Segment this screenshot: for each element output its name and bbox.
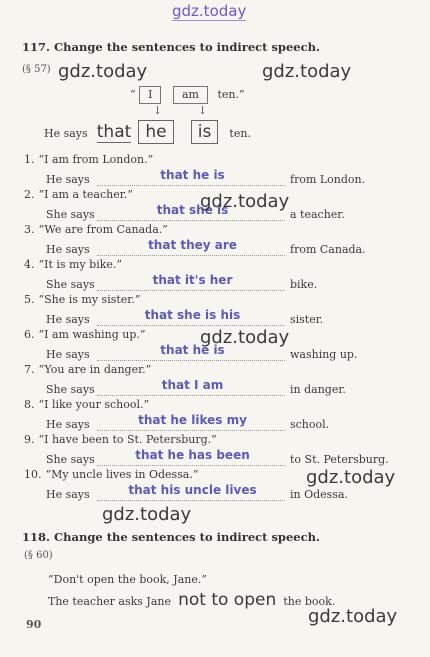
exercise-118-answer: not to open <box>178 590 277 610</box>
top-watermark: gdz.today <box>172 2 247 20</box>
item-quote <box>24 153 153 166</box>
exercise-118-title: 118. Change the sentences to indirect speech. <box>22 530 320 544</box>
watermark-2: gdz.today <box>262 61 352 82</box>
item-quote <box>24 223 168 236</box>
item-quote-text: “I am from London.” <box>38 153 154 166</box>
page-number: 90 <box>26 618 42 631</box>
item-number: 9. <box>24 433 35 446</box>
example-word-i: I <box>139 86 161 104</box>
item-number: 6. <box>24 328 35 341</box>
item-number: 3. <box>24 223 35 236</box>
watermark-5: gdz.today <box>306 467 396 488</box>
item-quote-text: “You are in danger.” <box>38 363 152 376</box>
item-tail: washing up. <box>290 348 358 361</box>
item-number: 1. <box>24 153 35 166</box>
example-word-am: am <box>173 86 208 104</box>
handwritten-answer: that it's her <box>152 273 233 287</box>
item-tail: school. <box>290 418 330 431</box>
item-quote <box>24 468 199 481</box>
example-quote: “ I am ten.” <box>130 86 245 104</box>
item-number: 4. <box>24 258 35 271</box>
handwritten-answer: that they are <box>148 238 237 252</box>
item-says: He says <box>46 243 90 256</box>
item-number: 7. <box>24 363 35 376</box>
arrow-2: ↓ <box>198 104 208 117</box>
item-tail: sister. <box>290 313 324 326</box>
item-quote <box>24 188 133 201</box>
handwritten-answer: that he likes my <box>138 413 247 427</box>
item-quote-text: “We are from Canada.” <box>38 223 168 236</box>
item-number: 10. <box>24 468 42 481</box>
item-quote <box>24 328 146 341</box>
item-says: He says <box>46 313 90 326</box>
item-quote-text: “I like your school.” <box>38 398 150 411</box>
item-tail: from London. <box>290 173 366 186</box>
item-says: She says <box>46 383 95 396</box>
item-says: He says <box>46 348 90 361</box>
exercise-117-title: 117. Change the sentences to indirect speech. <box>22 40 320 54</box>
exercise-118-quote: “Don't open the book, Jane.” <box>48 573 207 586</box>
item-quote <box>24 363 151 376</box>
item-says: He says <box>46 418 90 431</box>
item-number: 5. <box>24 293 35 306</box>
item-number: 8. <box>24 398 35 411</box>
item-says: She says <box>46 208 95 221</box>
item-tail: to St. Petersburg. <box>290 453 389 466</box>
item-tail: a teacher. <box>290 208 345 221</box>
exercise-117-ref: (§ 57) <box>22 64 51 75</box>
handwritten-answer: that he is <box>160 343 225 357</box>
arrow-1: ↓ <box>153 104 163 117</box>
handwritten-answer: that he has been <box>135 448 250 462</box>
handwritten-answer: that I am <box>161 378 224 392</box>
example-box-is: is <box>191 120 219 144</box>
item-says: She says <box>46 453 95 466</box>
handwritten-answer: that his uncle lives <box>128 483 257 497</box>
example-box-he: he <box>138 120 173 144</box>
item-quote <box>24 258 122 271</box>
item-quote <box>24 398 149 411</box>
item-tail: in Odessa. <box>290 488 349 501</box>
item-quote-text: “My uncle lives in Odessa.” <box>45 468 199 481</box>
item-number: 2. <box>24 188 35 201</box>
watermark-7: gdz.today <box>308 606 398 627</box>
example-answer-line: He says that he is ten. <box>44 122 251 142</box>
watermark-3: gdz.today <box>200 191 290 212</box>
item-quote-text: “I have been to St. Petersburg.” <box>38 433 217 446</box>
exercise-118-answer-line: The teacher asks Jane not to open the book. <box>48 590 336 610</box>
item-quote <box>24 293 140 306</box>
handwritten-answer: that he is <box>160 168 225 182</box>
item-says: He says <box>46 173 90 186</box>
item-quote <box>24 433 217 446</box>
exercise-118-ref: (§ 60) <box>24 550 53 561</box>
item-says: He says <box>46 488 90 501</box>
item-tail: in danger. <box>290 383 346 396</box>
watermark-4: gdz.today <box>200 327 290 348</box>
watermark-1: gdz.today <box>58 61 148 82</box>
item-says: She says <box>46 278 95 291</box>
item-quote-text: “It is my bike.” <box>38 258 123 271</box>
handwritten-answer: that she is <box>156 203 229 217</box>
handwritten-answer: that she is his <box>144 308 241 322</box>
item-quote-text: “She is my sister.” <box>38 293 141 306</box>
item-tail: bike. <box>290 278 318 291</box>
watermark-6: gdz.today <box>102 504 192 525</box>
item-tail: from Canada. <box>290 243 366 256</box>
item-quote-text: “I am washing up.” <box>38 328 146 341</box>
item-quote-text: “I am a teacher.” <box>38 188 133 201</box>
